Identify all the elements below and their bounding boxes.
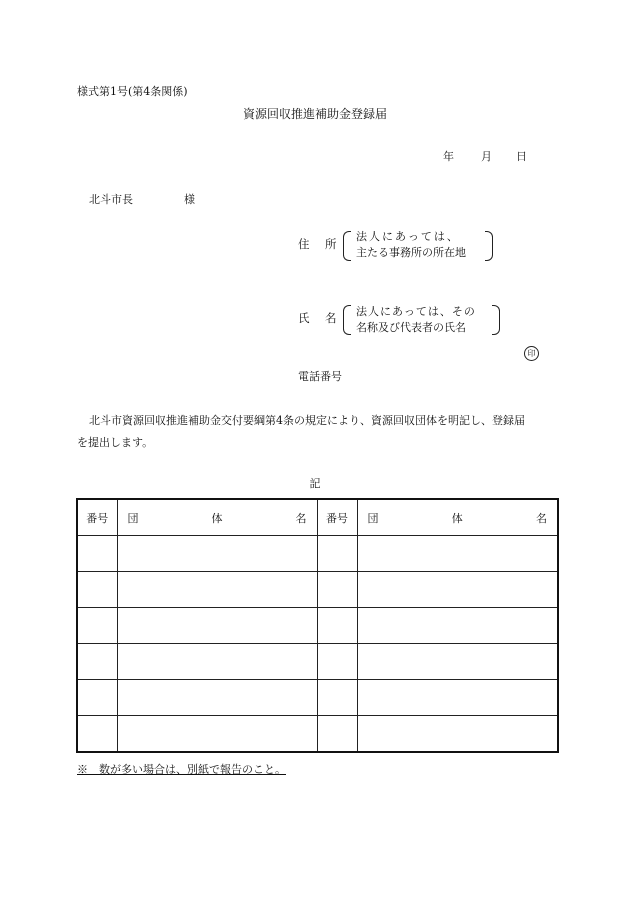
group-name-cell[interactable]	[117, 536, 317, 572]
number-cell[interactable]	[77, 572, 117, 608]
table-row	[77, 608, 558, 644]
document-title: 資源回収推進補助金登録届	[242, 107, 387, 121]
header-group-char: 体	[451, 511, 463, 525]
header-group-name	[117, 499, 317, 536]
header-number: 番号	[317, 499, 357, 536]
group-name-cell[interactable]	[117, 680, 317, 716]
number-cell[interactable]	[317, 716, 357, 753]
registration-table	[76, 498, 559, 753]
addressee-honorific: 様	[184, 193, 195, 206]
group-name-cell[interactable]	[357, 572, 558, 608]
seal-mark: 印	[524, 346, 539, 361]
name-note-line: 法人にあっては、その	[356, 305, 476, 318]
table-row	[77, 572, 558, 608]
address-bracket-right	[485, 231, 493, 261]
number-cell[interactable]	[77, 716, 117, 753]
header-group-name	[357, 499, 558, 536]
name-bracket-left	[343, 305, 351, 335]
record-heading: 記	[309, 477, 321, 490]
name-label: 氏 名	[298, 311, 339, 325]
group-name-cell[interactable]	[117, 716, 317, 753]
number-cell[interactable]	[77, 644, 117, 680]
group-name-cell[interactable]	[357, 536, 558, 572]
number-cell[interactable]	[77, 680, 117, 716]
number-cell[interactable]	[317, 680, 357, 716]
table-row	[77, 680, 558, 716]
number-cell[interactable]	[77, 608, 117, 644]
number-cell[interactable]	[317, 572, 357, 608]
address-note-line: 主たる事務所の所在地	[356, 246, 466, 259]
number-cell[interactable]	[317, 536, 357, 572]
number-cell[interactable]	[317, 608, 357, 644]
phone-label: 電話番号	[298, 370, 342, 383]
addressee-name: 北斗市長	[89, 193, 133, 206]
group-name-cell[interactable]	[117, 644, 317, 680]
address-note-line: 法人にあっては、	[356, 230, 460, 243]
body-text-line: を提出します。	[77, 436, 154, 449]
header-group-char: 名	[536, 511, 547, 525]
table-row	[77, 716, 558, 753]
group-name-cell[interactable]	[117, 572, 317, 608]
group-name-cell[interactable]	[117, 608, 317, 644]
name-bracket-right	[492, 305, 500, 335]
address-note	[356, 229, 466, 261]
header-number: 番号	[77, 499, 117, 536]
group-name-cell[interactable]	[357, 608, 558, 644]
body-text-line: 北斗市資源回収推進補助金交付要綱第4条の規定により、資源回収団体を明記し、登録届	[89, 414, 525, 427]
header-group-char: 体	[211, 511, 223, 525]
number-cell[interactable]	[77, 536, 117, 572]
name-note-line: 名称及び代表者の氏名	[356, 321, 466, 334]
date-day-label: 日	[516, 150, 527, 163]
number-cell[interactable]	[317, 644, 357, 680]
address-label: 住 所	[298, 237, 339, 251]
header-group-char: 団	[367, 511, 379, 525]
address-bracket-left	[343, 231, 351, 261]
group-name-cell[interactable]	[357, 680, 558, 716]
group-name-cell[interactable]	[357, 644, 558, 680]
table-header-row	[77, 499, 558, 536]
table-row	[77, 644, 558, 680]
footnote: ※ 数が多い場合は、別紙で報告のこと。	[77, 763, 286, 776]
name-note	[356, 304, 476, 336]
header-group-char: 団	[127, 511, 139, 525]
group-name-cell[interactable]	[357, 716, 558, 753]
date-year-label: 年	[443, 150, 454, 163]
header-group-char: 名	[295, 511, 307, 525]
date-month-label: 月	[481, 150, 492, 163]
table-row	[77, 536, 558, 572]
form-number: 様式第1号(第4条関係)	[77, 85, 188, 98]
